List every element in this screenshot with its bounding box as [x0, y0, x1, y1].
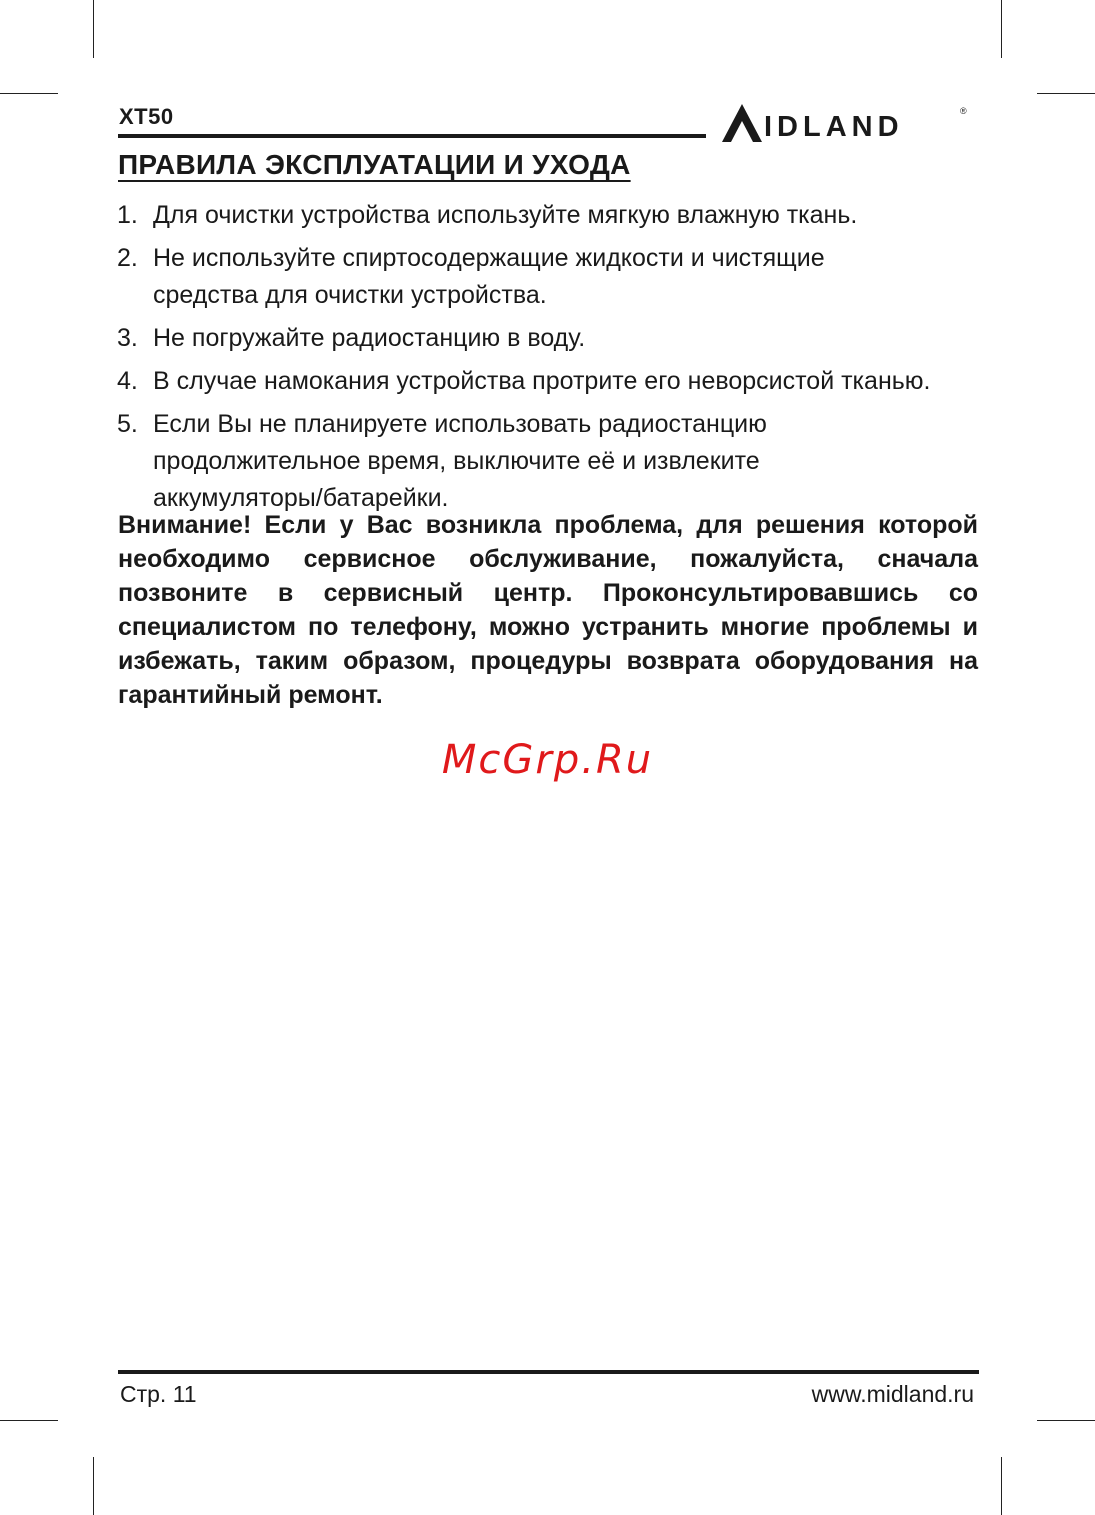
- page-number: Стр. 11: [120, 1381, 197, 1407]
- logo-m-mark: [720, 102, 764, 144]
- registered-mark: ®: [960, 106, 967, 116]
- list-item: [117, 240, 987, 314]
- footer-rule: [118, 1370, 979, 1374]
- service-warning: Внимание! Если у Вас возникла проблема, для решения которой необходимо сервисное обслуживание, пожалуйста, сначала позвоните в сервисный центр. Проконсультировавшись со специалистом по телефону, можно устранить многие проблемы и избежать, таким образом, процедуры возврата оборудования на гарантийный ремонт.: [118, 511, 978, 709]
- header-rule: [118, 134, 706, 138]
- list-item-number: 3.: [117, 324, 138, 352]
- list-item-text: Не погружайте радиостанцию в воду.: [153, 324, 586, 352]
- crop-mark: [0, 93, 58, 94]
- watermark: McGrp.Ru: [441, 737, 654, 783]
- crop-mark: [1037, 93, 1095, 94]
- list-item: [117, 320, 987, 357]
- list-item: [117, 363, 987, 400]
- crop-mark: [1037, 1420, 1095, 1421]
- list-item-text: Для очистки устройства используйте мягкую влажную ткань.: [153, 201, 858, 229]
- list-item: [117, 197, 987, 234]
- crop-mark: [1001, 0, 1002, 58]
- list-item-number: 1.: [117, 201, 138, 229]
- list-item-text: Если Вы не планируете использовать радиостанцию продолжительное время, выключите её и извлеките аккумуляторы/батарейки.: [153, 410, 767, 512]
- website-link[interactable]: www.midland.ru: [811, 1381, 974, 1407]
- list-item-text: В случае намокания устройства протрите его неворсистой тканью.: [153, 367, 931, 395]
- crop-mark: [1001, 1457, 1002, 1515]
- crop-mark: [93, 0, 94, 58]
- logo-wordmark: IDLAND: [764, 111, 904, 143]
- page-title: ПРАВИЛА ЭКСПЛУАТАЦИИ И УХОДА: [118, 149, 631, 180]
- list-item-number: 4.: [117, 367, 138, 395]
- list-item-text: Не используйте спиртосодержащие жидкости и чистящие средства для очистки устройства.: [153, 244, 825, 309]
- model-label: XT50: [119, 104, 174, 129]
- brand-logo: [720, 102, 970, 144]
- list-item-number: 5.: [117, 410, 138, 438]
- crop-mark: [93, 1457, 94, 1515]
- care-instructions-list: [117, 197, 987, 523]
- crop-mark: [0, 1420, 58, 1421]
- list-item: [117, 406, 987, 517]
- list-item-number: 2.: [117, 244, 138, 272]
